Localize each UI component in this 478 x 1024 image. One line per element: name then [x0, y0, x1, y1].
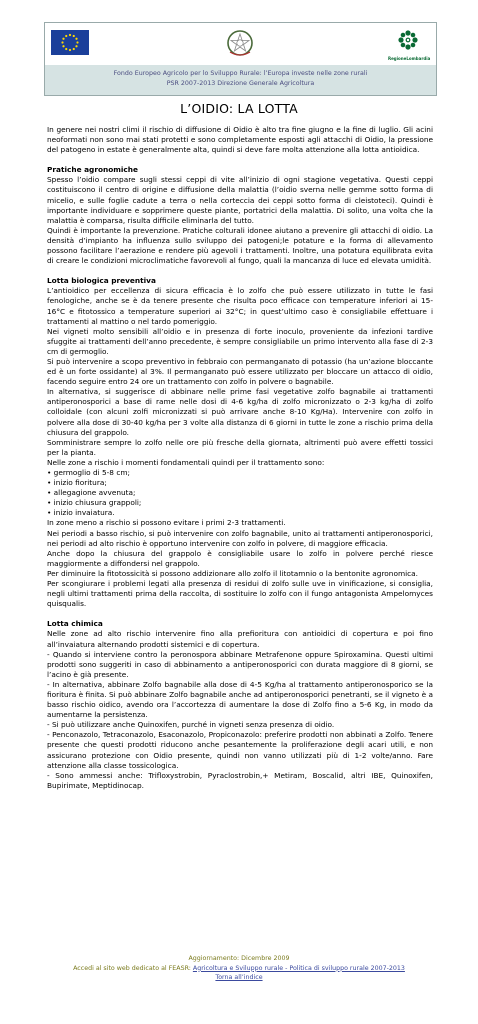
regione-lombardia-logo: [388, 29, 431, 63]
header-line-fund: Fondo Europeo Agricolo per lo Sviluppo Rurale: l’Europa investe nelle zone rurali: [113, 70, 368, 77]
paragraph: Nelle zone ad alto rischio intervenire fino alla prefioritura con antioidici di copertura e poi fino all’invaiatura alternando prodotti sistemici e di copertura.: [47, 629, 433, 649]
paragraph: Anche dopo la chiusura del grappolo è consigliabile usare lo zolfo in polvere perché riesce maggiormente a diffondersi nel grappolo.: [47, 548, 433, 568]
italian-republic-emblem: [226, 28, 254, 58]
eu-star-icon: [75, 45, 77, 47]
paragraph: Si può intervenire a scopo preventivo in febbraio con permanganato di potassio (ha un’azione bloccante ed è un forte ossidante) al 3%. Il permanganato può essere utilizzato per bloccare un attacco di oidio, facendo seguire entro 24 ore un trattamento con zolfo in polvere o bagnabile.: [47, 356, 433, 387]
section-heading-biologica: Lotta biologica preventiva: [47, 276, 156, 286]
page-footer: [0, 954, 478, 983]
eu-star-icon: [75, 38, 77, 40]
paragraph: Nei vigneti molto sensibili all’oidio e in presenza di forte inoculo, proveniente da infezioni tardive sfuggite ai trattamenti dell’anno precedente, è sempre consigliabile un primo intervento alla fase di 2-3 cm di germoglio.: [47, 326, 433, 356]
eu-star-icon: [76, 41, 78, 43]
list-item: • germoglio di 5-8 cm;: [47, 468, 130, 477]
header-band: [45, 65, 436, 95]
paragraph: - Sono ammessi anche: Trifloxystrobin, Pyraclostrobin,+ Metiram, Boscalid, altri IBE, Quinoxifen, Bupirimate, Meptidinocap.: [47, 770, 433, 790]
eu-star-icon: [69, 49, 71, 51]
eu-star-icon: [62, 45, 64, 47]
feasr-access-prefix: Accedi al sito web dedicato al FEASR:: [73, 964, 193, 972]
eu-star-icon: [69, 34, 71, 36]
feasr-access-line: [0, 964, 478, 974]
lombardia-logo-text: RegioneLombardia: [388, 56, 431, 61]
logo-strip: [45, 23, 436, 65]
eu-star-icon: [73, 35, 75, 37]
paragraph: - Quando si interviene contro la peronospora abbinare Metrafenone oppure Spiroxamina. Questi ultimi prodotti sono suggeriti in caso di abbinamento a antiperonosporici con durata maggiore di 8 giorni, se l’acino è già presente.: [47, 649, 433, 679]
paragraph: - Si può utilizzare anche Quinoxifen, purché in vigneti senza presenza di oidio.: [47, 720, 335, 730]
eu-star-icon: [65, 48, 67, 50]
paragraph: Nelle zone a rischio i momenti fondamentali quindi per il trattamento sono:: [47, 457, 325, 467]
paragraph: Per scongiurare i problemi legati alla presenza di residui di zolfo sulle uve in vinificazione, si consiglia, negli ultimi trattamenti prima della raccolta, di sostituire lo zolfo con il fungo antagonista Ampelomyces quisqualis.: [47, 579, 433, 609]
page-header: [44, 22, 437, 96]
document-body: [47, 125, 433, 791]
update-date: Aggiornamento: Dicembre 2009: [188, 955, 290, 962]
list-item: • inizio fioritura;: [47, 478, 107, 488]
paragraph: L’antioidico per eccellenza di sicura efficacia è lo zolfo che può essere utilizzato in tutte le fasi fenologiche, anche se è da tenere presente che risulta poco efficace con temperature inferiori ai 15-16°C e fitotossico a temperature superiori ai 32°C; in quest’ultimo caso è consigliabile effettuare i trattamenti al mattino o nel tardo pomeriggio.: [47, 286, 433, 326]
paragraph: In alternativa, si suggerisce di abbinare nelle prime fasi vegetative zolfo bagnabile ai trattamenti antiperonosporici a base di rame nelle dosi di 4-6 kg/ha di zolfo micronizzato o 2-3 kg/ha di zolfo colloidale (con alcuni zolfi micronizzati si può arrivare anche 8-10 Kg/Ha). Intervenire con zolfo in polvere alla dose di 30-40 kg/ha per 3 volte alla distanza di 6 giorni in tutte le zone a rischio prima della chiusura del grappolo.: [47, 387, 433, 437]
list-item: • inizio invaiatura.: [47, 508, 115, 518]
paragraph: Nei periodi a basso rischio, si può intervenire con zolfo bagnabile, unito ai trattamenti antiperonosporici, nei periodi ad alto rischio è opportuno intervenire con zolfo in polvere, di maggiore efficacia.: [47, 528, 433, 548]
header-line-psr: PSR 2007-2013 Direzione Generale Agricoltura: [166, 80, 315, 87]
eu-star-icon: [61, 41, 63, 43]
paragraph: - In alternativa, abbinare Zolfo bagnabile alla dose di 4-5 Kg/ha al trattamento antiperonosporico se la fioritura è finita. Si può abbinare Zolfo bagnabile anche ad antiperonosporici penetranti, se il vigneto è a basso rischio oidico, avendo ora l’accortezza di aumentare la dose di Zolfo fino a 5-6 Kg, in modo da aumentarne la persistenza.: [47, 679, 433, 720]
section-heading-chimica: Lotta chimica: [47, 619, 103, 629]
intro-paragraph: In genere nei nostri climi il rischio di diffusione di Oidio è alto tra fine giugno e la fine di luglio. Gli acini neoformati non sono mai stati protetti e sono completamente esposti agli attacchi di Oidio, la pressione del patogeno in estate è generalmente alta, quindi si deve fare molta attenzione alla lotta antioidica.: [47, 125, 433, 155]
lombardia-rose-icon: [397, 29, 419, 51]
eu-star-icon: [73, 48, 75, 50]
page-title: L’OIDIO: LA LOTTA: [180, 101, 298, 116]
feasr-policy-link[interactable]: Agricoltura e Sviluppo rurale - Politica di sviluppo rurale 2007-2013: [192, 964, 405, 972]
back-to-index-link[interactable]: Torna all’indice: [215, 974, 263, 981]
eu-flag-logo: [51, 30, 89, 55]
list-item: • inizio chiusura grappoli;: [47, 498, 142, 508]
list-item: • allegagione avvenuta;: [47, 488, 136, 498]
eu-star-icon: [65, 35, 67, 37]
paragraph: Quindi è importante la prevenzione. Pratiche colturali idonee aiutano a prevenire gli attacchi di oidio. La densità d’impianto ha influenza sullo sviluppo dei patogeni;le potature e la forma di allevamento possono facilitare l’aerazione e rendere più agevoli i trattamenti. Inoltre, una potatura equilibrata evita di creare le condizioni microclimatiche favorevoli al fungo, quali la mancanza di luce ed elevata umidità.: [47, 225, 433, 266]
eu-star-icon: [62, 38, 64, 40]
paragraph: In zone meno a rischio si possono evitare i primi 2-3 trattamenti.: [47, 518, 286, 528]
paragraph: Spesso l’oidio compare sugli stessi ceppi di vite all’inizio di ogni stagione vegetativa. Questi ceppi costituiscono il centro di origine e diffusione della malattia (l’oidio sverna nelle gemme sotto forma di micelio, e sulle foglie cadute a terra o nella corteccia dei ceppi sotto forma di cleistoteci). Quindi è importante individuare e sopprimere queste piante, portatrici della malattia. Di solito, una volta che la malattia è comparsa, risulta difficile eliminarla del tutto.: [47, 175, 433, 225]
paragraph: - Penconazolo, Tetraconazolo, Esaconazolo, Propiconazolo: preferire prodotti non abbinati a Zolfo. Tenere presente che questi prodotti riducono anche pesantemente la proliferazione degli acari utili, e non assicurano protezione con Oidio presente, quindi non vanno utilizzati più di 1-2 volte/anno. Fare attenzione alla classe tossicologica.: [47, 730, 433, 770]
section-heading-agronomiche: Pratiche agronomiche: [47, 165, 138, 175]
paragraph: Somministrare sempre lo zolfo nelle ore più fresche della giornata, altrimenti può avere effetti tossici per la pianta.: [47, 437, 433, 457]
paragraph: Per diminuire la fitotossicità si possono addizionare allo zolfo il litotamnio o la bentonite agronomica.: [47, 568, 419, 578]
